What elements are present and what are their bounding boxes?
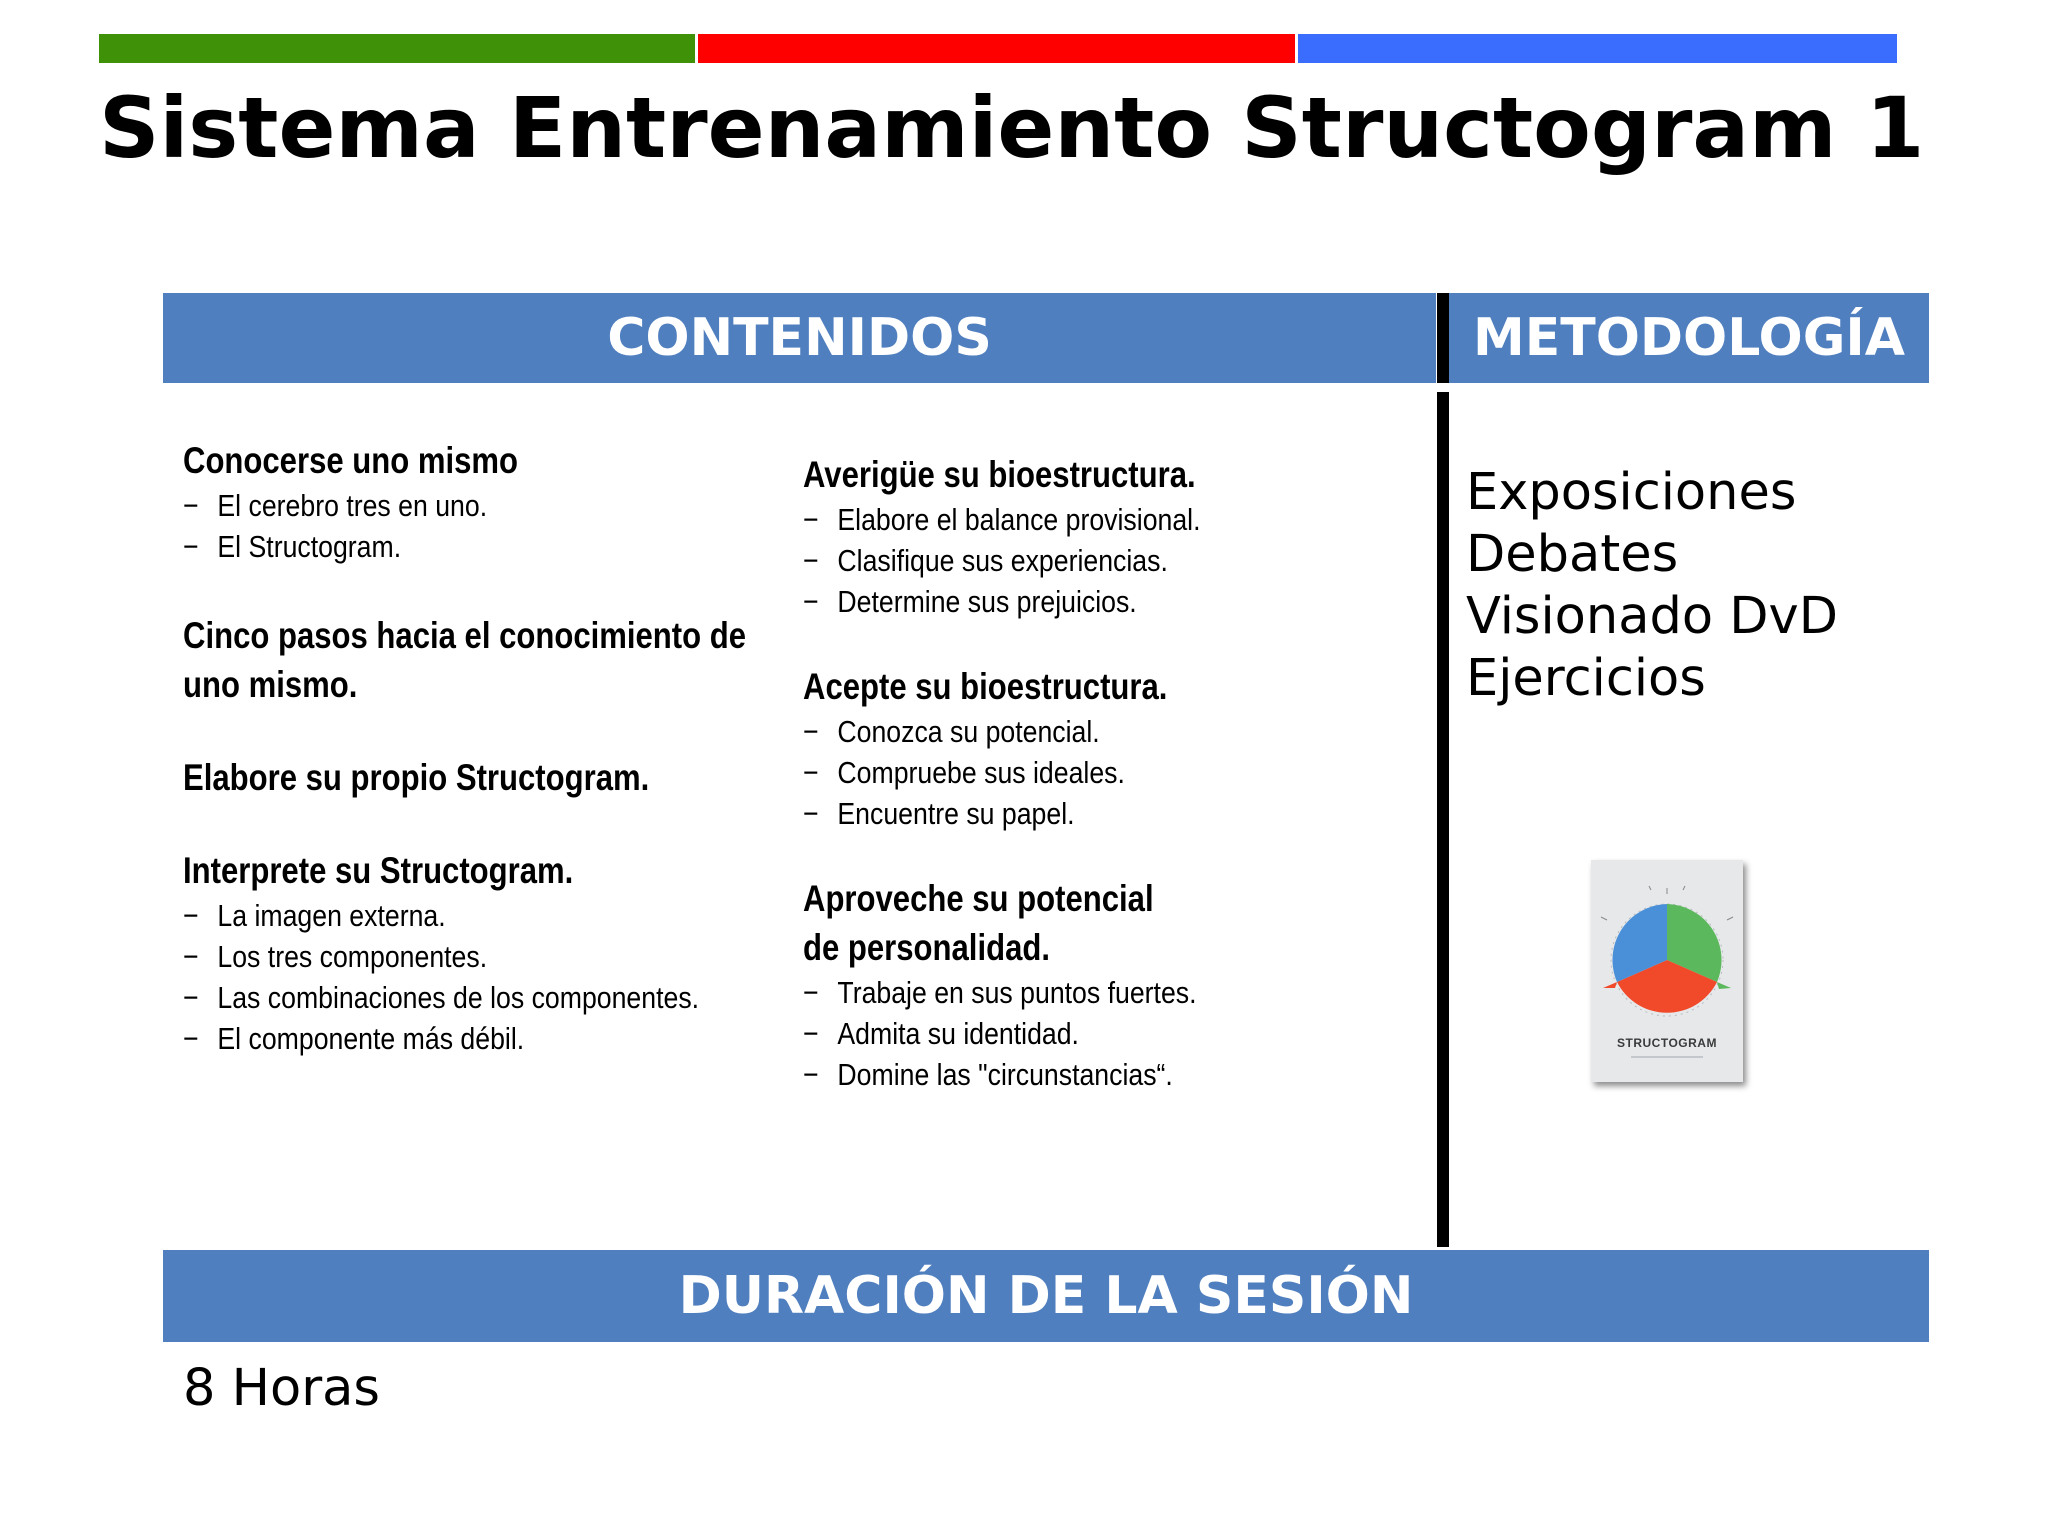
list-item: − Conozca su potencial.	[803, 711, 1336, 752]
book-title: STRUCTOGRAM	[1617, 1036, 1717, 1050]
list-item: − El Structogram.	[183, 526, 699, 567]
section-heading: Aproveche su potencial de personalidad.	[803, 878, 1154, 968]
column-divider	[1437, 392, 1449, 1247]
list-item: − Las combinaciones de los componentes.	[183, 977, 699, 1018]
section-heading: Averigüe su bioestructura.	[803, 454, 1196, 495]
dash-icon: −	[803, 714, 819, 749]
list-item: − Clasifique sus experiencias.	[803, 540, 1336, 581]
header-divider	[1437, 293, 1449, 383]
metodologia-item: Ejercicios	[1466, 649, 1706, 708]
metodologia-header: METODOLOGÍA	[1449, 293, 1929, 383]
contenidos-column-1	[183, 436, 783, 1103]
duracion-header: DURACIÓN DE LA SESIÓN	[163, 1250, 1929, 1342]
section-cinco-pasos	[183, 611, 783, 709]
section-acepte	[803, 662, 1423, 834]
section-elabore	[183, 753, 783, 802]
dash-icon: −	[803, 502, 819, 537]
blue-accent-bar	[1298, 34, 1897, 63]
dash-icon: −	[803, 543, 819, 578]
metodologia-list	[1466, 462, 1838, 710]
metodologia-item: Visionado DvD	[1466, 587, 1838, 646]
dash-icon: −	[803, 584, 819, 619]
dash-icon: −	[183, 980, 199, 1015]
section-averigue	[803, 450, 1423, 622]
dash-icon: −	[803, 796, 819, 831]
section-heading: Elabore su propio Structogram.	[183, 757, 650, 798]
list-item: − Domine las "circunstancias“.	[803, 1054, 1336, 1095]
dash-icon: −	[803, 1057, 819, 1092]
list-item: − Elabore el balance provisional.	[803, 499, 1336, 540]
list-item: − El cerebro tres en uno.	[183, 485, 699, 526]
list-item: − Compruebe sus ideales.	[803, 752, 1336, 793]
dash-icon: −	[183, 898, 199, 933]
page-title: Sistema Entrenamiento Structogram 1	[99, 79, 1925, 177]
section-heading: Cinco pasos hacia el conocimiento de uno mismo.	[183, 615, 747, 705]
list-item: − Determine sus prejuicios.	[803, 581, 1336, 622]
structogram-book-image	[1591, 860, 1743, 1082]
list-item: − Los tres componentes.	[183, 936, 699, 977]
dash-icon: −	[803, 755, 819, 790]
section-conocerse	[183, 436, 783, 567]
metodologia-item: Debates	[1466, 525, 1679, 584]
red-accent-bar	[698, 34, 1295, 63]
contenidos-column-2	[803, 450, 1423, 1135]
list-item: − La imagen externa.	[183, 895, 699, 936]
list-item: − Admita su identidad.	[803, 1013, 1336, 1054]
list-item: − Trabaje en sus puntos fuertes.	[803, 972, 1336, 1013]
section-aproveche	[803, 874, 1423, 1095]
dash-icon: −	[803, 975, 819, 1010]
dash-icon: −	[183, 1021, 199, 1056]
section-heading: Interprete su Structogram.	[183, 850, 574, 891]
duracion-value: 8 Horas	[183, 1359, 381, 1418]
dash-icon: −	[183, 939, 199, 974]
metodologia-item: Exposiciones	[1466, 463, 1797, 522]
dash-icon: −	[183, 488, 199, 523]
dash-icon: −	[183, 529, 199, 564]
section-heading: Conocerse uno mismo	[183, 440, 519, 481]
list-item: − Encuentre su papel.	[803, 793, 1336, 834]
section-heading: Acepte su bioestructura.	[803, 666, 1168, 707]
list-item: − El componente más débil.	[183, 1018, 699, 1059]
green-accent-bar	[99, 34, 695, 63]
contenidos-header: CONTENIDOS	[163, 293, 1436, 383]
section-interprete	[183, 846, 783, 1059]
dash-icon: −	[803, 1016, 819, 1051]
